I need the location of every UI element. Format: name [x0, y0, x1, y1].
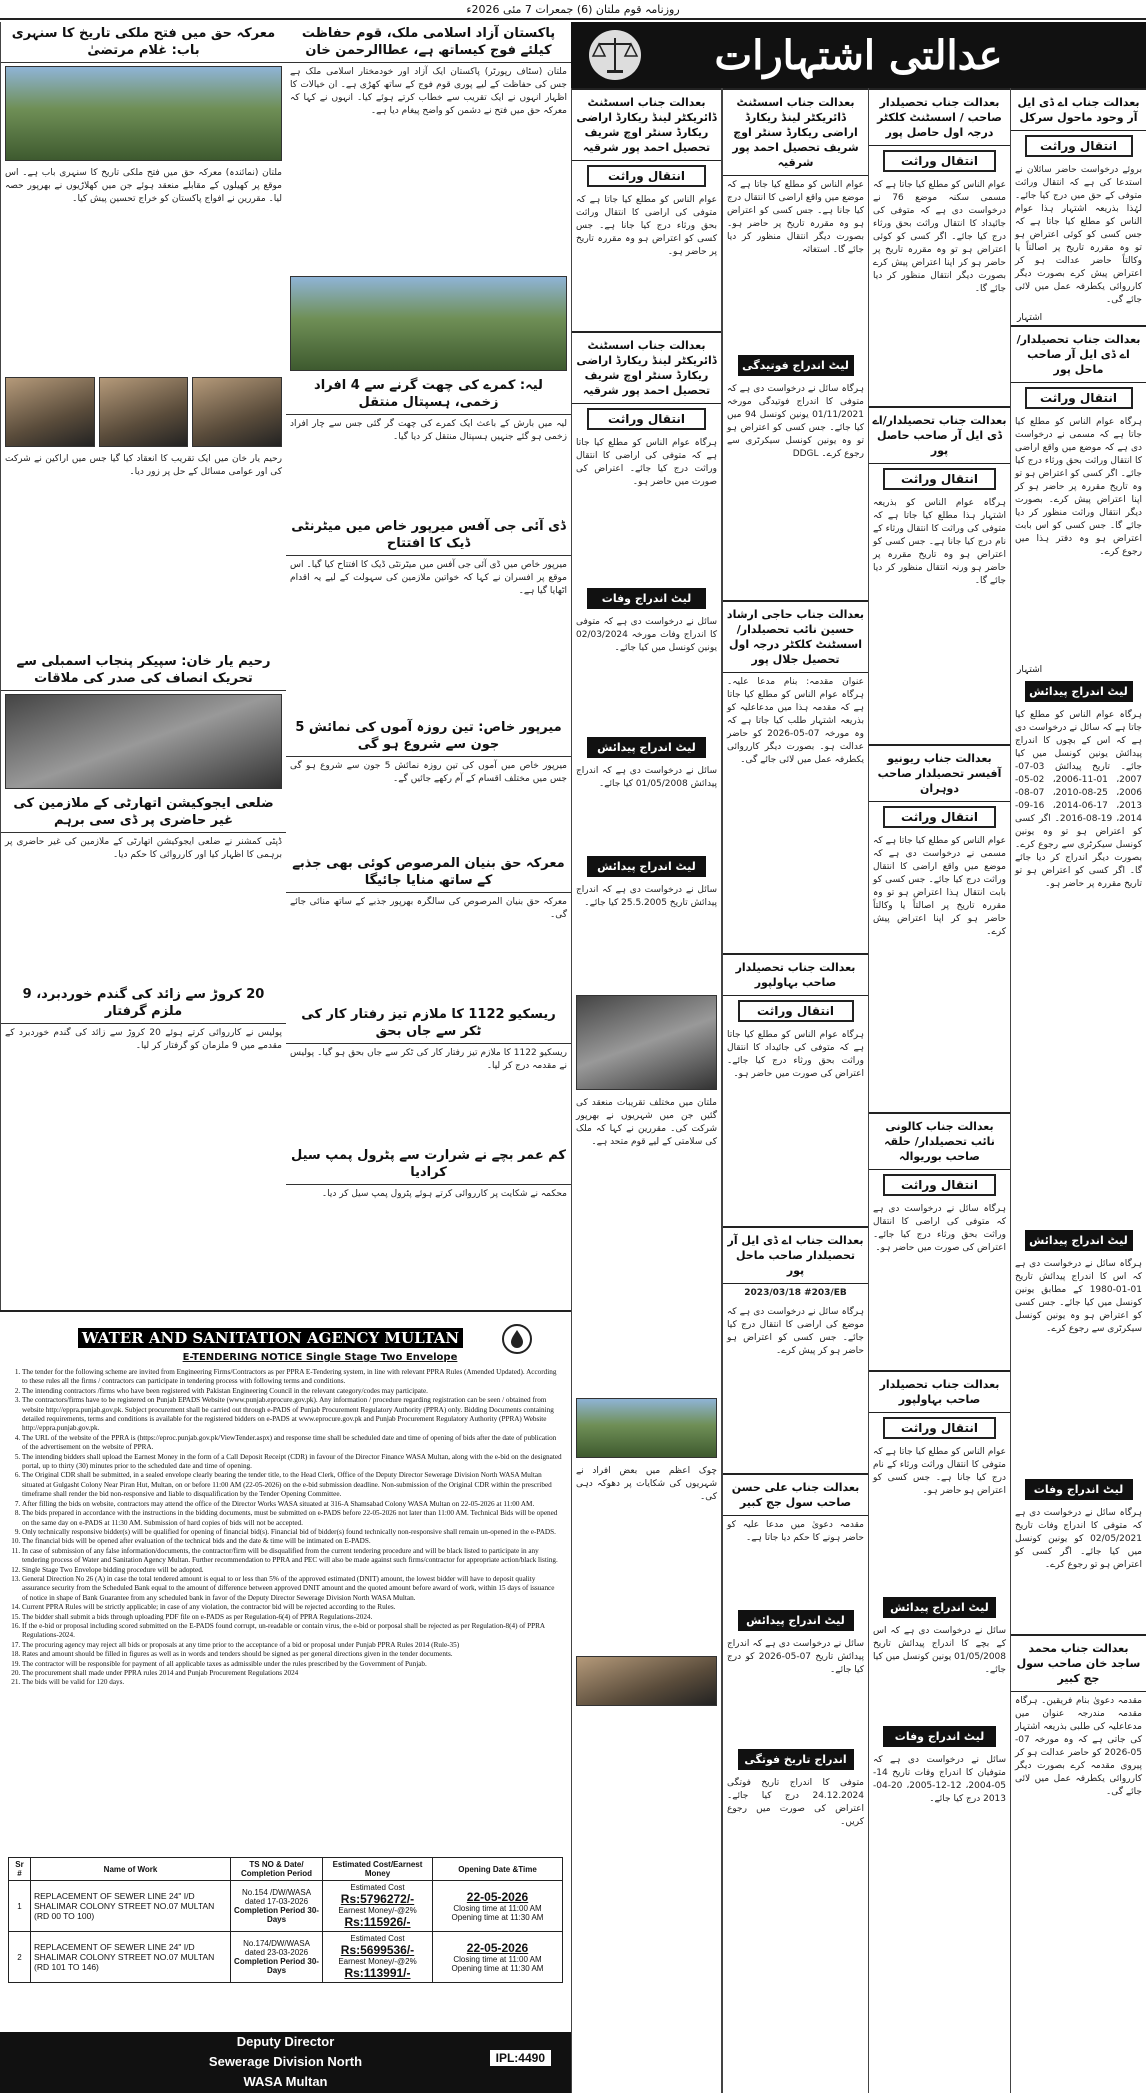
notice-heading: بعدالت جناب اے ڈی ایل آر وحود ماحول سرکل [1011, 88, 1146, 131]
closing-time: Closing time at 11:00 AM [453, 1904, 542, 1913]
tender-row [9, 1932, 563, 1983]
news-headline: ڈی آئی جی آفس میرپور خاص میں میٹرنٹی ڈیک کا افتتاح [286, 515, 571, 556]
tender-condition: 20. The procurement shall made under PPRA rules 2014 and Punjab Procurement Regulations 2024 [22, 1669, 562, 1678]
tender-condition: 21. The bids will be valid for 120 days. [22, 1678, 562, 1687]
notice-heading: بعدالت جناب اسسٹنٹ ڈائریکٹر لینڈ ریکارڈ اراضی ریکارڈ سنٹر اوچ شریف تحصیل احمد پور شرقیہ [572, 331, 721, 404]
tender-condition: 3. The contractors/firms have to be registered on Punjab EPADS Website (www.punjab.eprocure.gov.pk). Any information / procedure regarding registration can be seen / obtained from website http://eppra.punjab.gov.pk. Subject procurement shall be carried out through e-PADS of Punjab Procurement Regulatory Authority (PPRA) only. Bidding Documents containing detailed requirements, terms and conditions is available for the registered bidders on e-PADS at www.eprocure.gov.pk and Punjab Procurement Regulatory Authority (PPRA) Website http://eppra.punjab.gov.pk. [22, 1396, 562, 1434]
row-work: REPLACEMENT OF SEWER LINE 24" I/D SHALIMAR COLONY STREET NO.07 MULTAN (RD 00 TO 100) [31, 1881, 231, 1932]
news-body: ملتان (سٹاف رپورٹر) پاکستان ایک آزاد اور خودمختار اسلامی ملک ہے جس کی حفاظت کے لیے پوری قوم فوج کے ساتھ کھڑی ہے۔ ان خیالات کا اظہار انہوں نے ایک تقریب سے خطاب کرتے ہوئے کیا۔ انہوں نے کہا کہ معرکہ حق میں فتح نے دشمن کو واضح پیغام دیا ہے۔ [290, 67, 567, 116]
notice-body: ہرگاہ عوام الناس کو مطلع کیا جاتا ہے کہ سائل نے درخواست دی ہے کہ اس کے بچوں کا اندراج پیدائش یونین کونسل میں کیا جائے۔ تاریخ پیدائش 03-07-2007، 01-11-2006، 02-05-2006، 25-08-2010، 07-08-2013، 17-06-2014، 16-09-2014، 19-08-2016۔ اگر کسی کو اعتراض ہو تو وہ یونین کونسل سیکرٹری سے رجوع کرے۔ بصورت دیگر اندراج کر دیا جائے گا۔ اگر کسی کو اعتراض ہو تو تاریخ مقررہ پر حاضر ہو۔ [1015, 710, 1143, 889]
opening-date: 22-05-2026 [466, 1941, 529, 1955]
notice-body: سائل نے درخواست دی ہے کہ اندراج پیدائش 01/05/2008 کیا جائے۔ [576, 766, 717, 789]
tender-condition: 4. The URL of the website of the PPRA is (https://eproc.punjab.gov.pk/ViewTender.aspx) and response time shall be scheduled date and time of opening of bids after the date of publication of the advertisement on the website of PPRA. [22, 1434, 562, 1453]
notice-tag: انتقال وراثت [883, 806, 996, 828]
closing-time: Closing time at 11:00 AM [453, 1955, 542, 1964]
notice-tag: لیٹ اندراج پیدائش [883, 1597, 996, 1618]
news-headline: معرکہ حق بنیان المرصوص کوئی بھی جذبے کے ساتھ منایا جائیگا [286, 852, 571, 893]
notice-column-4 [571, 88, 722, 2093]
news-headline: میرپور خاص: تین روزہ آموں کی نمائش 5 جون سے شروع ہو گی [286, 716, 571, 757]
notice-body: ہرگاہ عوام الناس کو بذریعہ اشتہار ہذا مطلع کیا جاتا ہے کہ متوفی کی وراثت کا انتقال ورثاء کے نام درج کیا جانا ہے۔ جس کسی کو اعتراض ہو وہ تاریخ مقررہ پر حاضر ہو ورنہ انتقال منظور کر دیا جائے گا۔ [873, 498, 1006, 586]
notice-signoff: اشتہار [1017, 313, 1043, 323]
tender-condition: 5. The intending bidders shall upload the Earnest Money in the form of a Call Deposit Receipt (CDR) in favour of the Director Finance WASA Multan, along with the e-bid on the designated portal, up to thirty (30) minutes prior to the scheduled date and time of opening. [22, 1453, 562, 1472]
news-headline: 20 کروڑ سے زائد کی گندم خوردبرد، 9 ملزم گرفتار [1, 983, 286, 1024]
tender-notice [0, 1310, 571, 2093]
footer-line-3: WASA Multan [243, 2074, 328, 2089]
notice-body: سائل نے درخواست دی ہے کہ متوفی کا اندراج وفات مورخہ 02/03/2024 یونین کونسل میں کیا جائے۔ [576, 617, 717, 653]
est-label: Estimated Cost [350, 1883, 405, 1892]
date-strip: روزنامہ قوم ملتان (6) جمعرات 7 مئی 2026ء [0, 0, 1146, 20]
notice-body: مقدمہ دعویٰ میں مدعا علیہ کو حاضر ہونے کا حکم دیا جاتا ہے۔ [727, 1520, 864, 1543]
notice-body: ہرگاہ سائل نے درخواست دی ہے کہ موضع کی اراضی کا انتقال درج کیا جائے۔ جس کسی کو اعتراض ہو حاضر ہو کر پیش کرے۔ [727, 1307, 864, 1356]
col-cost: Estimated Cost/Earnest Money [323, 1858, 433, 1881]
notice-body: متوفی کا اندراج تاریخ فوتگی 24.12.2024 درج کیا جائے۔ اعتراض کی صورت میں رجوع کریں۔ [727, 1778, 864, 1827]
news-headline: لیہ: کمرے کی چھت گرنے سے 4 افراد زخمی، ہسپتال منتقل [286, 374, 571, 415]
notice-heading: بعدالت جناب کالونی نائب تحصیلدار/ حلقہ صاحب بوریوالہ [869, 1112, 1010, 1170]
notice-body: سائل نے درخواست دی ہے کہ اندراج پیدائش تاریخ 07-05-2026 کو درج کیا جائے۔ [727, 1639, 864, 1675]
ipl-code: IPL:4490 [490, 2050, 551, 2066]
notice-body: عوام الناس کو مطلع کیا جاتا ہے کہ مسمی نے درخواست دی ہے کہ موضع میں واقع اراضی کا انتقال وراثت درج کیا جائے۔ جس کسی کو بابت انتقال ہذا اعتراض ہو تو وہ مقررہ تاریخ پر اصالتاً یا وکالتاً حاضر ہو کر اپنا اعتراض پیش کرے۔ [873, 836, 1006, 937]
notice-tag: انتقال وراثت [1025, 135, 1133, 157]
news-headline: کم عمر بچے نے شرارت سے پٹرول پمپ سیل کرادیا [286, 1144, 571, 1185]
est-cost: Rs:5796272/- [340, 1892, 415, 1906]
notice-body: ہرگاہ سائل نے درخواست دی ہے کہ اس کا اندراج پیدائش تاریخ 01-01-1980 کے مطابق یونین کونسل میں کیا جائے۔ جس کسی کو اعتراض ہو وہ یونین کونسل سیکرٹری سے رجوع کرے۔ [1015, 1259, 1142, 1334]
row-work: REPLACEMENT OF SEWER LINE 24" I/D SHALIMAR COLONY STREET NO.07 MULTAN (RD 101 TO 146) [31, 1932, 231, 1983]
notice-body: ہرگاہ عوام الناس کو مطلع کیا جاتا ہے کہ مسمی نے درخواست دی ہے کہ موضع میں واقع اراضی کا انتقال وراثت بحق ورثاء درج کیا جائے۔ اگر کسی کو اعتراض ہو تو وہ تاریخ مقررہ پر حاضر ہو کر اپنا اعتراض پیش کرے۔ بصورت دیگر انتقال وراثت منظور کر دیا جائے گا۔ جس کسی کو اس بابت اعتراض ہو وہ دفتر ہذا میں رجوع کرے۔ [1015, 417, 1142, 557]
notice-tag: لیٹ اندراج پیدائش [1025, 681, 1133, 702]
notice-heading: بعدالت جناب تحصیلدار صاحب بہاولپور [869, 1370, 1010, 1413]
row-ts [231, 1881, 323, 1932]
news-headline: معرکہ حق میں فتح ملکی تاریخ کا سنہری باب: غلام مرتضیٰ [1, 22, 286, 63]
row-opening [433, 1881, 563, 1932]
tender-footer [0, 2032, 571, 2093]
news-photo [290, 276, 567, 371]
news-photo [576, 1398, 717, 1458]
notice-signoff: اشتہار [1017, 665, 1043, 675]
notice-heading: بعدالت جناب تحصیلدار/اے ڈی ایل آر صاحب حاصل پور [869, 406, 1010, 464]
tender-condition: 12. Single Stage Two Envelope bidding procedure will be adopted. [22, 1566, 562, 1575]
row-opening [433, 1932, 563, 1983]
earnest-money: Rs:113991/- [344, 1966, 411, 1980]
tender-table-header [9, 1858, 563, 1881]
tender-condition: 2. The intending contractors /firms who have been registered with Pakistan Engineering Council in the relevant category/codes may participate. [22, 1387, 562, 1396]
notice-tag: انتقال وراثت [587, 165, 706, 187]
tender-table [8, 1857, 563, 1983]
news-body: ملتان میں مختلف تقریبات منعقد کی گئیں جن میں شہریوں نے بھرپور شرکت کی۔ مقررین نے کہا کہ ملک کی سلامتی کے لیے قوم متحد ہے۔ [576, 1098, 717, 1147]
news-column-left [0, 22, 286, 1310]
tender-title: WATER AND SANITATION AGENCY MULTAN [78, 1328, 463, 1348]
footer-line-1: Deputy Director [236, 2034, 335, 2049]
row-cost [323, 1881, 433, 1932]
notice-heading: بعدالت جناب محمد ساجد خان صاحب سول جج کبیر [1011, 1634, 1146, 1692]
masthead-title: عدالتی اشتہارات [714, 31, 1003, 79]
tender-condition: 1. The tender for the following scheme are invited from Engineering Firms/Contractors as per PPRA E-Tendering system, in line with relevant PPRA Rules (Amended Updated). According to these rules all the firms / contractors can participate in tendering process with following terms and conditions. [22, 1368, 562, 1387]
col-opening: Opening Date &Time [433, 1858, 563, 1881]
notice-body: سائل نے درخواست دی ہے کہ اس کے بچے کا اندراج پیدائش تاریخ 01/05/2008 یونین کونسل میں کیا جائے۔ [873, 1626, 1006, 1675]
tender-condition: 9. Only technically responsive bidder(s) will be qualified for opening of financial bid(s). Financial bid of bidder(s) found technically non-responsive shall remain un-opened in the e-PADS. [22, 1528, 562, 1537]
notice-tag: لیٹ اندراج پیدائش [1025, 1230, 1133, 1251]
footer-line-2: Sewerage Division North [208, 2054, 363, 2069]
news-body: میرپور خاص میں ڈی آئی جی آفس میں میٹرنٹی ڈیک کا افتتاح کیا گیا۔ اس موقع پر افسران نے کہا کہ خواتین ملازمین کی سہولت کے لیے یہ اقدام اٹھایا گیا ہے۔ [290, 560, 567, 596]
notice-tag: انتقال وراثت [883, 150, 996, 172]
news-body: ریسکیو 1122 کا ملازم تیز رفتار کار کی ٹکر سے جاں بحق ہو گیا۔ پولیس نے مقدمہ درج کر لیا۔ [290, 1048, 567, 1071]
row-cost [323, 1932, 433, 1983]
news-body: لیہ میں بارش کے باعث ایک کمرے کی چھت گر گئی جس سے چار افراد زخمی ہو گئے جنہیں ہسپتال منتقل کر دیا گیا۔ [290, 419, 567, 442]
notice-heading: بعدالت جناب اسسٹنٹ ڈائریکٹر لینڈ ریکارڈ اراضی ریکارڈ سنٹر اوچ شریف تحصیل احمد پور شرقیہ [572, 88, 721, 161]
news-photo [576, 995, 717, 1090]
opening-time: Opening time at 11:30 AM [451, 1964, 544, 1973]
earnest-money: Rs:115926/- [344, 1915, 411, 1929]
tender-row [9, 1881, 563, 1932]
notice-tag: انتقال وراثت [738, 1000, 854, 1022]
notice-tag: انتقال وراثت [587, 408, 706, 430]
news-headline: ضلعی ایجوکیشن اتھارٹی کے ملازمین کی غیر حاضری پر ڈی سی برہم [1, 792, 286, 833]
tender-condition: 13. General Direction No 26 (A) in case the total tendered amount is equal to or less than 5% of the approved estimated (DNIT) amount, the lowest bidder will have to deposit quality assurance security from the Scheduled Bank equal to the amount of difference between approved DNIT amount and the quoted amount before award of work, within 15 days of issuance of notice in shape of Bank Guarantee from any scheduled bank in favor of the Deputy Director Sewerage Division North WASA Multan. [22, 1575, 562, 1603]
ts-number: No.174/DW/WASA dated 23-03-2026 [243, 1939, 310, 1957]
notice-heading: بعدالت جناب اسسٹنٹ ڈائریکٹر لینڈ ریکارڈ اراضی ریکارڈ سنٹر اوچ شریف تحصیل احمد پور شرقیہ [723, 88, 868, 176]
notice-body: سائل نے درخواست دی ہے کہ اندراج پیدائش تاریخ 25.5.2005 کیا جائے۔ [576, 885, 717, 908]
news-photo [5, 66, 282, 161]
opening-date: 22-05-2026 [466, 1890, 529, 1904]
news-body: پولیس نے کارروائی کرتے ہوئے 20 کروڑ سے زائد کی گندم خوردبرد کے مقدمے میں 9 ملزمان کو گرفتار کر لیا۔ [5, 1028, 282, 1051]
notice-tag: لیٹ اندراج فوتیدگی [738, 355, 854, 376]
opening-time: Opening time at 11:30 AM [451, 1913, 544, 1922]
tender-condition: 8. The bids prepared in accordance with the instructions in the bidding documents, must be submitted on e-PADS before 22-05-2026 not later than 11:00 AM. Technical Bids will be opened on the same day on e-PADS at 11:30 AM. Submission of hard copies of bids will not be accepted. [22, 1509, 562, 1528]
notice-column-1 [1010, 88, 1146, 2093]
notice-tag: اندراج تاریخ فوتگی [738, 1749, 854, 1770]
news-body: میرپور خاص میں آموں کی تین روزہ نمائش 5 جون سے شروع ہو گی جس میں مختلف اقسام کے آم رکھے جائیں گے۔ [290, 761, 567, 784]
tender-subtitle: E-TENDERING NOTICE Single Stage Two Envelope [182, 1352, 458, 1363]
portrait-photo [99, 377, 189, 447]
tender-condition: 11. In case of submission of any false information/documents, the contractor/firm will be disqualified from the current tendering procedure and will be black listed to participate in any tendering process of Water and Sanitation Agency Multan. Further recommendation to PPRA and PEC will also be made against such firms/contractor for appropriate action/black listing. [22, 1547, 562, 1566]
tender-condition: 7. After filling the bids on website, contractors may attend the office of the Director Works WASA situated at 316-A Shamsabad Colony WASA Multan on 22-05-2026 at 11:00 AM. [22, 1500, 562, 1509]
notice-tag: انتقال وراثت [1025, 387, 1133, 409]
tender-condition: 15. The bidder shall submit a bids through uploading PDF file on e-PADS as per Regulation-6(4) of PPRA Regulations-2024. [22, 1613, 562, 1622]
notice-column-3 [722, 88, 868, 2093]
col-sr: Sr # [9, 1858, 31, 1881]
news-photo [576, 1656, 717, 1706]
notice-tag: انتقال وراثت [883, 1417, 996, 1439]
tender-condition: 10. The financial bids will be opened after evaluation of the technical bids and the date & time will be intimated on E-PADS. [22, 1537, 562, 1546]
completion-period: Completion Period 30-Days [234, 1957, 319, 1975]
notice-heading: بعدالت جناب تحصیلدار/ اے ڈی ایل آر صاحب ماحل پور [1011, 325, 1146, 383]
notice-body: عوام الناس کو مطلع کیا جاتا ہے کہ مسمی سکنہ موضع 76 نے درخواست دی ہے کہ متوفی کی جائیداد کا انتقال وراثت بحق ورثاء درج کیا جائے۔ اگر کسی کو کوئی اعتراض ہو تو وہ مقررہ تاریخ پر حاضر ہو کر اپنا اعتراض پیش کرے بصورت دیگر انتقال منظور کر دیا جائے گا۔ [873, 180, 1006, 294]
notice-body: مقدمہ دعویٰ بنام فریقین۔ ہرگاہ مقدمہ مندرجہ عنوان میں مدعاعلیہ کی طلبی بذریعہ اشتہار کی جاتی ہے کہ وہ مورخہ 07-05-2026 کو حاضر عدالت ہو کر پیروی مقدمہ کرے بصورت دیگر کارروائی یکطرفہ عمل میں لائی جائے گی۔ [1015, 1696, 1142, 1797]
news-photo [5, 694, 282, 789]
news-body: محکمہ نے شکایت پر کارروائی کرتے ہوئے پٹرول پمپ سیل کر دیا۔ [321, 1189, 567, 1199]
news-headline: ریسکیو 1122 کا ملازم تیز رفتار کار کی ٹکر سے جاں بحق [286, 1003, 571, 1044]
notice-heading: بعدالت جناب تحصیلدار صاحب / اسسٹنٹ کلکٹر درجہ اول حاصل پور [869, 88, 1010, 146]
notice-body: سائل نے درخواست دی ہے کہ متوفیان کا اندراج وفات تاریخ 14-05-2004، 12-12-2005، 20-04-2013 درج کیا جائے۔ [873, 1755, 1007, 1804]
notice-body: عنوان مقدمہ: بنام مدعا علیہ۔ ہرگاہ عوام الناس کو مطلع کیا جاتا ہے کہ مقدمہ ہذا میں مدعاعلیہ کو بذریعہ اشتہار طلب کیا جاتا ہے کہ وہ مورخہ 07-05-2026 کو حاضر عدالت ہو۔ بصورت دیگر کارروائی یکطرفہ عمل میں لائی جائے گی۔ [727, 677, 864, 765]
notice-tag: انتقال وراثت [883, 468, 996, 490]
notice-body: ہرگاہ سائل نے درخواست دی ہے کہ متوفی کا اندراج فوتیدگی مورخہ 01/11/2021 یونین کونسل 94 میں کیا جائے۔ جس کسی کو اعتراض ہو تو وہ یونین کونسل سیکرٹری سے رجوع کرے۔ DDGL [727, 384, 865, 459]
scales-of-justice-icon [589, 30, 641, 80]
notice-tag: انتقال وراثت [883, 1174, 996, 1196]
notice-body: ہرگاہ سائل نے درخواست دی ہے کہ متوفی کی اراضی کا انتقال وراثت بحق ورثاء درج کیا جائے۔ اعتراض کی صورت میں حاضر ہو۔ [873, 1204, 1006, 1253]
news-area [0, 22, 571, 1310]
news-body: چوک اعظم میں بعض افراد نے شہریوں کی شکایات پر دھوکہ دہی کی۔ [576, 1466, 717, 1502]
news-body: رحیم یار خان میں ایک تقریب کا انعقاد کیا گیا جس میں اراکین نے شرکت کی اور عوامی مسائل کے حل پر زور دیا۔ [5, 454, 282, 477]
ts-number: No.154 /DW/WASA dated 17-03-2026 [241, 1888, 312, 1906]
news-body: معرکہ حق بنیان المرصوص کی سالگرہ بھرپور جذبے کے ساتھ منائی جائے گی۔ [290, 897, 567, 920]
notice-heading: بعدالت جناب اے ڈی ایل آر تحصیلدار صاحب ماحل پور [723, 1226, 868, 1284]
notice-body: ہرگاہ عوام الناس کو مطلع کیا جاتا ہے کہ متوفی کی جائیداد کا انتقال وراثت بحق ورثاء درج کیا جائے۔ اعتراض کی صورت میں حاضر ہو۔ [727, 1030, 864, 1079]
notice-body: ہرگاہ عوام الناس کو مطلع کیا جاتا ہے کہ متوفی کی اراضی کا انتقال وراثت درج کیا جائے۔ اعتراض کی صورت میں حاضر ہو۔ [576, 438, 717, 487]
est-label: Estimated Cost [350, 1934, 405, 1943]
completion-period: Completion Period 30-Days [234, 1906, 319, 1924]
em-label: Earnest Money/-@2% [338, 1906, 417, 1915]
news-column-right [286, 22, 571, 1310]
tender-condition: 18. Rates and amount should be filled in figures as well as in words and tenders should be signed as per general directions given in the tender documents. [22, 1650, 562, 1659]
portrait-photo [5, 377, 95, 447]
tender-condition: 17. The procuring agency may reject all bids or proposals at any time prior to the acceptance of a bid or proposal under Punjab PPRA Rules 2014 (Rule-35) [22, 1641, 562, 1650]
notice-body: عوام الناس کو مطلع کیا جاتا ہے کہ متوفی کا انتقال وراثت ورثاء کے نام درج کیا جانا ہے۔ جس کسی کو اعتراض ہو حاضر ہو۔ [873, 1447, 1006, 1496]
col-work: Name of Work [31, 1858, 231, 1881]
news-headline: پاکستان آزاد اسلامی ملک، قوم حفاظت کیلئے فوج کیساتھ ہے، عطاالرحمن خان [286, 22, 571, 63]
tender-condition: 19. The contractor will be responsible for payment of all applicable taxes as admissible under the rules prescribed by the Government of Punjab. [22, 1660, 562, 1669]
tender-conditions [10, 1368, 562, 1688]
portrait-photo [192, 377, 282, 447]
notice-body: ہرگاہ سائل نے درخواست دی ہے کہ متوفی کا اندراج وفات تاریخ 02/05/2021 کو یونین کونسل میں کیا جائے۔ اگر کسی کو اعتراض ہو تو رجوع کرے۔ [1015, 1508, 1142, 1570]
notice-heading: بعدالت جناب تحصیلدار صاحب بہاولپور [723, 953, 868, 996]
tender-condition: 14. Current PPRA Rules will be strictly applicable; in case of any violation, the contractor bid will be rejected according to the Rules. [22, 1603, 562, 1612]
em-label: Earnest Money/-@2% [338, 1957, 417, 1966]
tender-condition: 16. If the e-bid or proposal including scored submitted on the E-PADS found corrupt, un-readable or contain virus, the e-bid or porposal shall be rejected as per Regulation-8(4) of PPRA Regulations-2024. [22, 1622, 562, 1641]
tender-condition: 6. The Original CDR shall be submitted, in a sealed envelope clearly bearing the tender title, to the Head Clerk, Office of the Deputy Director Sewerage Division North WASA Multan situated at Gulgasht Colony Near Piran Hut, Multan, on or before 11:00 AM (22-05-2026) on the e-bid submission deadline. Non-submission of the Original CDR within the prescribed timeframe shall render the bid non-responsive and liable to disqualification by the Tender Opening Committee. [22, 1471, 562, 1499]
news-body: ڈپٹی کمشنر نے ضلعی ایجوکیشن اتھارٹی کے ملازمین کی غیر حاضری پر برہمی کا اظہار کیا اور کارروائی کا حکم دیا۔ [5, 837, 282, 860]
notice-tag: لیٹ اندراج وفات [587, 588, 706, 609]
news-body: ملتان (نمائندہ) معرکہ حق میں فتح ملکی تاریخ کا سنہری باب ہے۔ اس موقع پر کھیلوں کے مقابلے منعقد ہوئے جن میں کھلاڑیوں نے بھرپور حصہ لیا۔ مقررین نے افواج پاکستان کو خراج تحسین پیش کیا۔ [5, 168, 282, 204]
masthead [571, 22, 1146, 88]
portrait-row [5, 377, 282, 447]
notice-tag: لیٹ اندراج پیدائش [587, 737, 706, 758]
notice-heading: بعدالت جناب ریونیو آفیسر تحصیلدار صاحب دوہران [869, 744, 1010, 802]
est-cost: Rs:5699536/- [340, 1943, 415, 1957]
notice-body: بروئے درخواست حاضر سائلان نے استدعا کی ہے کہ انتقال وراثت متوفی کے حق میں درج کیا جائے۔ لہٰذا بذریعہ اشتہار ہذا عوام الناس کو مطلع کیا جاتا ہے کہ جس کسی کو کوئی اعتراض ہو تو وہ مقررہ تاریخ پر اصالتاً یا وکالتاً حاضر عدالت ہو کر اعتراض پیش کرے بصورت دیگر کارروائی یکطرفہ عمل میں لائی جائے گی۔ [1015, 165, 1142, 305]
notice-code: 2023/03/18 #203/EB [744, 1288, 847, 1298]
notice-body: عوام الناس کو مطلع کیا جاتا ہے کہ موضع میں واقع اراضی کا انتقال درج کیا جانا ہے۔ جس کسی کو اعتراض ہو وہ مقررہ تاریخ پر حاضر ہو۔ بصورت دیگر انتقال منظور کر دیا جائے گا۔ استغاثہ [727, 180, 864, 255]
notice-tag: لیٹ اندراج پیدائش [738, 1610, 854, 1631]
notice-tag: لیٹ اندراج وفات [1025, 1479, 1133, 1500]
notice-column-2 [868, 88, 1010, 2093]
notice-heading: بعدالت جناب علی حسن صاحب سول جج کبیر [723, 1473, 868, 1516]
col-ts: TS NO & Date/ Completion Period [231, 1858, 323, 1881]
notice-tag: لیٹ اندراج پیدائش [587, 856, 706, 877]
notice-heading: بعدالت جناب حاجی ارشاد حسین نائب تحصیلدار/ اسسٹنٹ کلکٹر درجہ اول تحصیل جلال پور [723, 600, 868, 673]
row-sr: 2 [9, 1932, 31, 1983]
row-sr: 1 [9, 1881, 31, 1932]
notice-body: عوام الناس کو مطلع کیا جاتا ہے کہ متوفی کی اراضی کا انتقال وراثت بحق ورثاء درج کیا جانا ہے۔ جس کسی کو اعتراض ہو وہ مقررہ تاریخ پر حاضر ہو۔ [576, 195, 717, 257]
row-ts [231, 1932, 323, 1983]
wasa-logo-icon [502, 1324, 532, 1354]
news-headline: رحیم یار خان: سپیکر پنجاب اسمبلی سے تحریک انصاف کی صدر کی ملاقات [1, 650, 286, 691]
notice-tag: لیٹ اندراج وفات [883, 1726, 996, 1747]
